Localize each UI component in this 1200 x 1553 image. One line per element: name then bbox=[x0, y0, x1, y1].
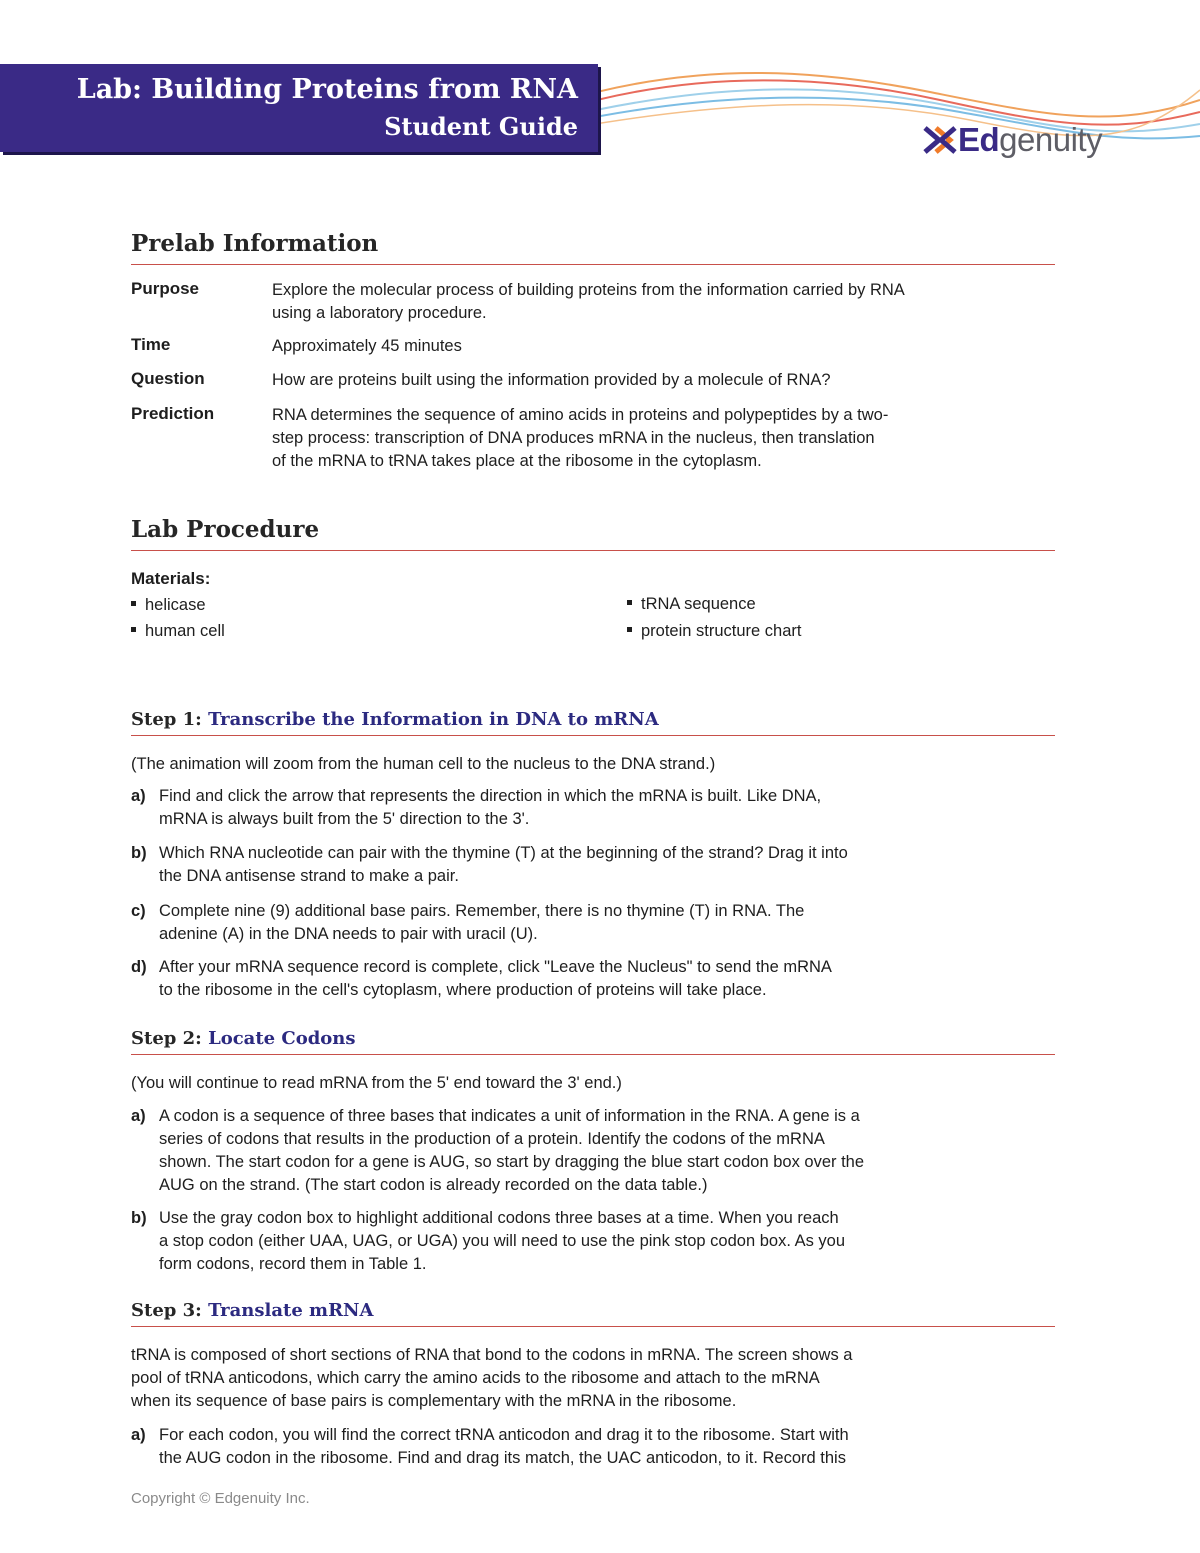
bullet-icon bbox=[627, 627, 632, 632]
step-1-heading: Step 1: Transcribe the Information in DNA to mRNA bbox=[131, 709, 1055, 736]
question-label: Question bbox=[131, 369, 205, 388]
question-value: How are proteins built using the information provided by a molecule of RNA? bbox=[272, 371, 831, 389]
document-subtitle: Student Guide bbox=[384, 112, 578, 141]
bullet-icon bbox=[131, 627, 136, 632]
step-3-item-a: a) For each codon, you will find the correct tRNA anticodon and drag it to the ribosome. Start with the AUG codon in the ribosome. Find and drag its match, the UAC anticodon, to it. Record this bbox=[131, 1426, 849, 1467]
logo-text-genuity: genuity bbox=[999, 121, 1103, 158]
step-3-paragraph-line-2: pool of tRNA anticodons, which carry the amino acids to the ribosome and attach to the mRNA bbox=[131, 1369, 820, 1387]
prelab-heading: Prelab Information bbox=[131, 230, 1055, 265]
step-1-item-a: a) Find and click the arrow that represents the direction in which the mRNA is built. Like DNA, mRNA is always built from the 5' direction to the 3'. bbox=[131, 787, 822, 828]
time-value: Approximately 45 minutes bbox=[272, 337, 462, 355]
purpose-line-1: Explore the molecular process of building proteins from the information carried by RNA bbox=[272, 281, 905, 299]
step-1-item-d: d) After your mRNA sequence record is complete, click "Leave the Nucleus" to send the mRNA to the ribosome in the cell's cytoplasm, where production of proteins will take place. bbox=[131, 958, 832, 999]
time-label: Time bbox=[131, 335, 171, 354]
bullet-icon bbox=[627, 600, 632, 605]
step-3-heading: Step 3: Translate mRNA bbox=[131, 1300, 1055, 1327]
step-2-intro: (You will continue to read mRNA from the 5' end toward the 3' end.) bbox=[131, 1074, 622, 1092]
document-title: Lab: Building Proteins from RNA bbox=[76, 74, 578, 105]
step-3-title: Translate mRNA bbox=[208, 1300, 374, 1321]
bullet-icon bbox=[131, 601, 136, 606]
material-item: tRNA sequence bbox=[627, 593, 756, 616]
material-item: protein structure chart bbox=[627, 620, 802, 643]
edgenuity-logo bbox=[922, 118, 1102, 162]
prediction-label: Prediction bbox=[131, 404, 215, 423]
step-1-item-c: c) Complete nine (9) additional base pairs. Remember, there is no thymine (T) in RNA. The adenine (A) in the DNA needs to pair with uracil (U). bbox=[131, 902, 805, 943]
step-1-title: Transcribe the Information in DNA to mRNA bbox=[208, 709, 659, 730]
step-2-item-b: b) Use the gray codon box to highlight additional codons three bases at a time. When you reach a stop codon (either UAA, UAG, or UGA) you will need to use the pink stop codon box. As you form codons, record them in Table 1. bbox=[131, 1209, 846, 1273]
step-2-title: Locate Codons bbox=[208, 1028, 356, 1049]
material-item: helicase bbox=[131, 594, 206, 617]
material-item: human cell bbox=[131, 620, 225, 643]
step-3-paragraph-line-3: when its sequence of base pairs is complementary with the mRNA in the ribosome. bbox=[131, 1392, 737, 1410]
step-2-heading: Step 2: Locate Codons bbox=[131, 1028, 1055, 1055]
logo-text-ed: Ed bbox=[958, 121, 1000, 158]
prediction-line-1: RNA determines the sequence of amino acids in proteins and polypeptides by a two- bbox=[272, 406, 889, 424]
edgenuity-x-icon bbox=[922, 125, 958, 155]
step-1-intro: (The animation will zoom from the human cell to the nucleus to the DNA strand.) bbox=[131, 755, 716, 773]
copyright-footer: Copyright © Edgenuity Inc. bbox=[131, 1490, 310, 1507]
title-banner bbox=[0, 64, 598, 152]
materials-label: Materials: bbox=[131, 569, 211, 588]
procedure-heading: Lab Procedure bbox=[131, 516, 1055, 551]
step-3-paragraph-line-1: tRNA is composed of short sections of RNA that bond to the codons in mRNA. The screen shows a bbox=[131, 1346, 853, 1364]
step-2-item-a: a) A codon is a sequence of three bases that indicates a unit of information in the RNA. A gene is a series of codons that results in the production of a protein. Identify the codons of the mRNA shown. The start codon for a gene is AUG, so start by dragging the blue start codon box over the AUG on the strand. (The start codon is already recorded on the data table.) bbox=[131, 1107, 865, 1194]
purpose-line-2: using a laboratory procedure. bbox=[272, 304, 487, 322]
prediction-line-2: step process: transcription of DNA produces mRNA in the nucleus, then translation bbox=[272, 429, 875, 447]
prediction-line-3: of the mRNA to tRNA takes place at the ribosome in the cytoplasm. bbox=[272, 452, 762, 470]
step-1-item-b: b) Which RNA nucleotide can pair with the thymine (T) at the beginning of the strand? Drag it into the DNA antisense strand to make a pair. bbox=[131, 844, 848, 885]
purpose-label: Purpose bbox=[131, 279, 200, 298]
